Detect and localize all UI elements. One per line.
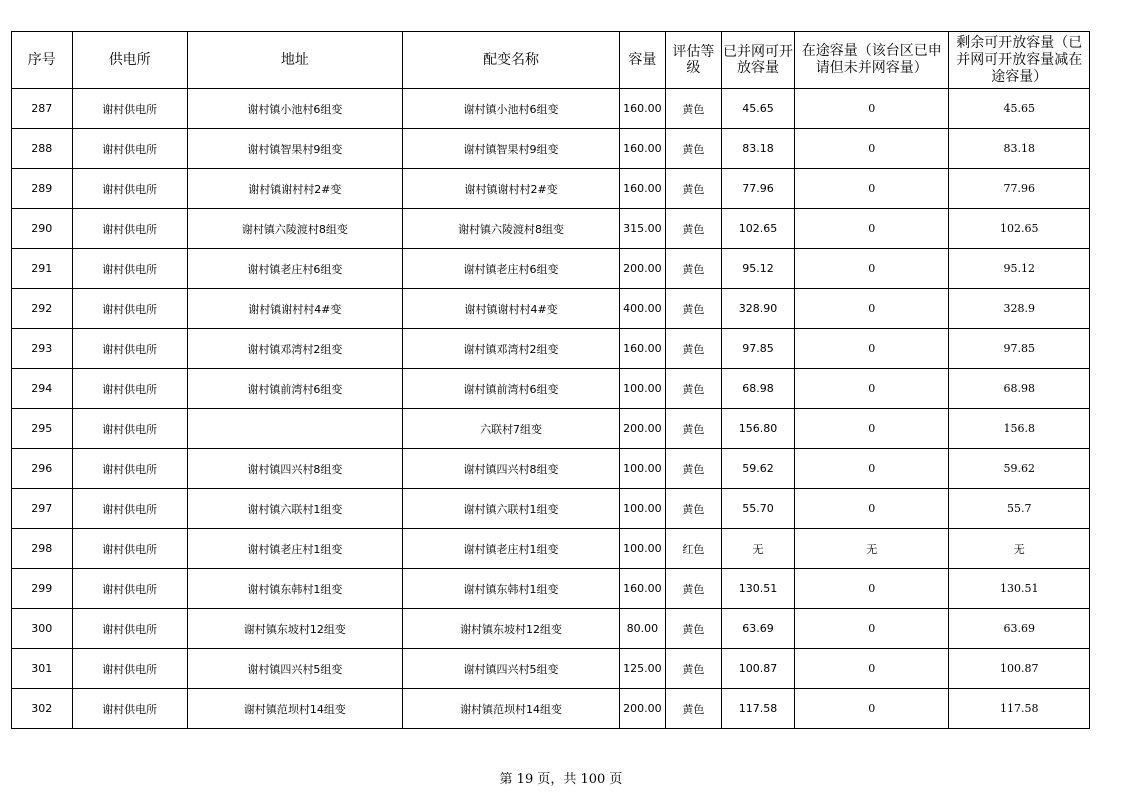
- cell-connected: 130.51: [722, 569, 795, 609]
- cell-seq: 295: [12, 409, 73, 449]
- cell-pending: 0: [794, 489, 949, 529]
- cell-remaining: 45.65: [949, 89, 1090, 129]
- table-row: [12, 649, 1090, 689]
- cell-capacity: 160.00: [620, 89, 665, 129]
- cell-seq: 300: [12, 609, 73, 649]
- cell-transformer: 谢村镇四兴村5组变: [402, 649, 619, 689]
- cell-transformer: 谢村镇前湾村6组变: [402, 369, 619, 409]
- cell-connected: 45.65: [722, 89, 795, 129]
- cell-capacity: 100.00: [620, 369, 665, 409]
- cell-pending: 0: [794, 409, 949, 449]
- cell-pending: 0: [794, 569, 949, 609]
- cell-supplier: 谢村供电所: [72, 249, 187, 289]
- cell-supplier: 谢村供电所: [72, 529, 187, 569]
- cell-remaining: 无: [949, 529, 1090, 569]
- cell-seq: 296: [12, 449, 73, 489]
- cell-remaining: 328.9: [949, 289, 1090, 329]
- cell-supplier: 谢村供电所: [72, 289, 187, 329]
- cell-pending: 0: [794, 369, 949, 409]
- capacity-table-container: [11, 31, 1090, 729]
- cell-capacity: 200.00: [620, 409, 665, 449]
- cell-transformer: 谢村镇老庄村1组变: [402, 529, 619, 569]
- cell-address: 谢村镇小池村6组变: [187, 89, 402, 129]
- cell-pending: 0: [794, 129, 949, 169]
- cell-seq: 302: [12, 689, 73, 729]
- cell-address: 谢村镇东韩村1组变: [187, 569, 402, 609]
- table-row: [12, 289, 1090, 329]
- cell-supplier: 谢村供电所: [72, 129, 187, 169]
- cell-pending: 0: [794, 209, 949, 249]
- cell-seq: 293: [12, 329, 73, 369]
- cell-remaining: 97.85: [949, 329, 1090, 369]
- cell-capacity: 200.00: [620, 249, 665, 289]
- cell-pending: 0: [794, 169, 949, 209]
- cell-remaining: 117.58: [949, 689, 1090, 729]
- cell-rating: 黄色: [665, 449, 722, 489]
- cell-rating: 黄色: [665, 569, 722, 609]
- table-row: [12, 89, 1090, 129]
- cell-rating: 黄色: [665, 409, 722, 449]
- cell-transformer: 谢村镇小池村6组变: [402, 89, 619, 129]
- cell-supplier: 谢村供电所: [72, 649, 187, 689]
- table-row: [12, 449, 1090, 489]
- cell-supplier: 谢村供电所: [72, 329, 187, 369]
- cell-capacity: 80.00: [620, 609, 665, 649]
- cell-rating: 黄色: [665, 689, 722, 729]
- cell-pending: 0: [794, 329, 949, 369]
- cell-supplier: 谢村供电所: [72, 489, 187, 529]
- cell-pending: 0: [794, 609, 949, 649]
- cell-seq: 294: [12, 369, 73, 409]
- cell-capacity: 200.00: [620, 689, 665, 729]
- cell-transformer: 谢村镇六陵渡村8组变: [402, 209, 619, 249]
- cell-connected: 无: [722, 529, 795, 569]
- cell-transformer: 谢村镇谢村村4#变: [402, 289, 619, 329]
- cell-connected: 55.70: [722, 489, 795, 529]
- cell-pending: 0: [794, 649, 949, 689]
- cell-capacity: 315.00: [620, 209, 665, 249]
- cell-transformer: 谢村镇智果村9组变: [402, 129, 619, 169]
- cell-supplier: 谢村供电所: [72, 89, 187, 129]
- cell-transformer: 六联村7组变: [402, 409, 619, 449]
- cell-connected: 63.69: [722, 609, 795, 649]
- cell-address: 谢村镇智果村9组变: [187, 129, 402, 169]
- header-capacity: 容量: [620, 32, 665, 89]
- cell-remaining: 95.12: [949, 249, 1090, 289]
- table-row: [12, 489, 1090, 529]
- cell-transformer: 谢村镇老庄村6组变: [402, 249, 619, 289]
- table-row: [12, 569, 1090, 609]
- cell-rating: 黄色: [665, 489, 722, 529]
- cell-connected: 117.58: [722, 689, 795, 729]
- capacity-table: [11, 31, 1090, 729]
- cell-address: 谢村镇四兴村8组变: [187, 449, 402, 489]
- table-row: [12, 689, 1090, 729]
- cell-remaining: 130.51: [949, 569, 1090, 609]
- cell-transformer: 谢村镇谢村村2#变: [402, 169, 619, 209]
- cell-address: 谢村镇六陵渡村8组变: [187, 209, 402, 249]
- cell-seq: 290: [12, 209, 73, 249]
- cell-transformer: 谢村镇四兴村8组变: [402, 449, 619, 489]
- cell-pending: 0: [794, 89, 949, 129]
- table-header-row: [12, 32, 1090, 89]
- cell-seq: 291: [12, 249, 73, 289]
- page-footer: 第 19 页，共 100 页: [499, 772, 623, 787]
- table-row: [12, 369, 1090, 409]
- cell-transformer: 谢村镇六联村1组变: [402, 489, 619, 529]
- cell-rating: 黄色: [665, 609, 722, 649]
- cell-connected: 102.65: [722, 209, 795, 249]
- cell-seq: 288: [12, 129, 73, 169]
- cell-transformer: 谢村镇邓湾村2组变: [402, 329, 619, 369]
- table-row: [12, 249, 1090, 289]
- cell-connected: 328.90: [722, 289, 795, 329]
- cell-rating: 黄色: [665, 89, 722, 129]
- cell-connected: 68.98: [722, 369, 795, 409]
- cell-capacity: 100.00: [620, 489, 665, 529]
- table-body: [12, 89, 1090, 729]
- table-row: [12, 609, 1090, 649]
- header-seq: 序号: [12, 32, 73, 89]
- cell-connected: 59.62: [722, 449, 795, 489]
- cell-capacity: 160.00: [620, 569, 665, 609]
- cell-rating: 黄色: [665, 329, 722, 369]
- cell-seq: 292: [12, 289, 73, 329]
- cell-seq: 298: [12, 529, 73, 569]
- table-row: [12, 129, 1090, 169]
- cell-connected: 156.80: [722, 409, 795, 449]
- cell-pending: 0: [794, 249, 949, 289]
- cell-seq: 297: [12, 489, 73, 529]
- cell-supplier: 谢村供电所: [72, 369, 187, 409]
- cell-remaining: 77.96: [949, 169, 1090, 209]
- cell-capacity: 400.00: [620, 289, 665, 329]
- cell-remaining: 55.7: [949, 489, 1090, 529]
- header-transformer: 配变名称: [402, 32, 619, 89]
- cell-pending: 0: [794, 289, 949, 329]
- header-connected: 已并网可开放容量: [722, 32, 795, 89]
- cell-address: 谢村镇六联村1组变: [187, 489, 402, 529]
- table-row: [12, 329, 1090, 369]
- cell-transformer: 谢村镇东韩村1组变: [402, 569, 619, 609]
- cell-pending: 0: [794, 449, 949, 489]
- table-row: [12, 409, 1090, 449]
- cell-supplier: 谢村供电所: [72, 609, 187, 649]
- header-rating: 评估等级: [665, 32, 722, 89]
- cell-supplier: 谢村供电所: [72, 689, 187, 729]
- cell-rating: 黄色: [665, 249, 722, 289]
- cell-supplier: 谢村供电所: [72, 209, 187, 249]
- cell-supplier: 谢村供电所: [72, 449, 187, 489]
- cell-address: 谢村镇四兴村5组变: [187, 649, 402, 689]
- cell-capacity: 160.00: [620, 169, 665, 209]
- cell-address: 谢村镇谢村村2#变: [187, 169, 402, 209]
- cell-remaining: 156.8: [949, 409, 1090, 449]
- cell-capacity: 100.00: [620, 529, 665, 569]
- cell-connected: 95.12: [722, 249, 795, 289]
- cell-seq: 301: [12, 649, 73, 689]
- cell-remaining: 63.69: [949, 609, 1090, 649]
- cell-rating: 黄色: [665, 169, 722, 209]
- cell-pending: 0: [794, 689, 949, 729]
- cell-rating: 黄色: [665, 649, 722, 689]
- cell-supplier: 谢村供电所: [72, 409, 187, 449]
- cell-rating: 黄色: [665, 289, 722, 329]
- cell-pending: 无: [794, 529, 949, 569]
- cell-remaining: 83.18: [949, 129, 1090, 169]
- cell-address: 谢村镇邓湾村2组变: [187, 329, 402, 369]
- cell-address: 谢村镇谢村村4#变: [187, 289, 402, 329]
- header-address: 地址: [187, 32, 402, 89]
- cell-address: 谢村镇东坡村12组变: [187, 609, 402, 649]
- cell-remaining: 100.87: [949, 649, 1090, 689]
- cell-connected: 83.18: [722, 129, 795, 169]
- cell-transformer: 谢村镇范坝村14组变: [402, 689, 619, 729]
- table-row: [12, 209, 1090, 249]
- cell-supplier: 谢村供电所: [72, 169, 187, 209]
- cell-rating: 黄色: [665, 209, 722, 249]
- cell-transformer: 谢村镇东坡村12组变: [402, 609, 619, 649]
- cell-remaining: 59.62: [949, 449, 1090, 489]
- cell-capacity: 125.00: [620, 649, 665, 689]
- cell-capacity: 100.00: [620, 449, 665, 489]
- cell-address: 谢村镇范坝村14组变: [187, 689, 402, 729]
- cell-seq: 287: [12, 89, 73, 129]
- cell-address: [187, 409, 402, 449]
- cell-seq: 289: [12, 169, 73, 209]
- cell-rating: 黄色: [665, 129, 722, 169]
- cell-connected: 77.96: [722, 169, 795, 209]
- cell-seq: 299: [12, 569, 73, 609]
- cell-capacity: 160.00: [620, 129, 665, 169]
- cell-supplier: 谢村供电所: [72, 569, 187, 609]
- header-pending: 在途容量（该台区已申请但未并网容量）: [794, 32, 949, 89]
- cell-capacity: 160.00: [620, 329, 665, 369]
- cell-rating: 红色: [665, 529, 722, 569]
- table-row: [12, 529, 1090, 569]
- header-supplier: 供电所: [72, 32, 187, 89]
- cell-address: 谢村镇老庄村6组变: [187, 249, 402, 289]
- header-remaining: 剩余可开放容量（已并网可开放容量减在途容量）: [949, 32, 1090, 89]
- cell-address: 谢村镇前湾村6组变: [187, 369, 402, 409]
- cell-rating: 黄色: [665, 369, 722, 409]
- cell-remaining: 102.65: [949, 209, 1090, 249]
- table-row: [12, 169, 1090, 209]
- cell-address: 谢村镇老庄村1组变: [187, 529, 402, 569]
- cell-remaining: 68.98: [949, 369, 1090, 409]
- cell-connected: 100.87: [722, 649, 795, 689]
- cell-connected: 97.85: [722, 329, 795, 369]
